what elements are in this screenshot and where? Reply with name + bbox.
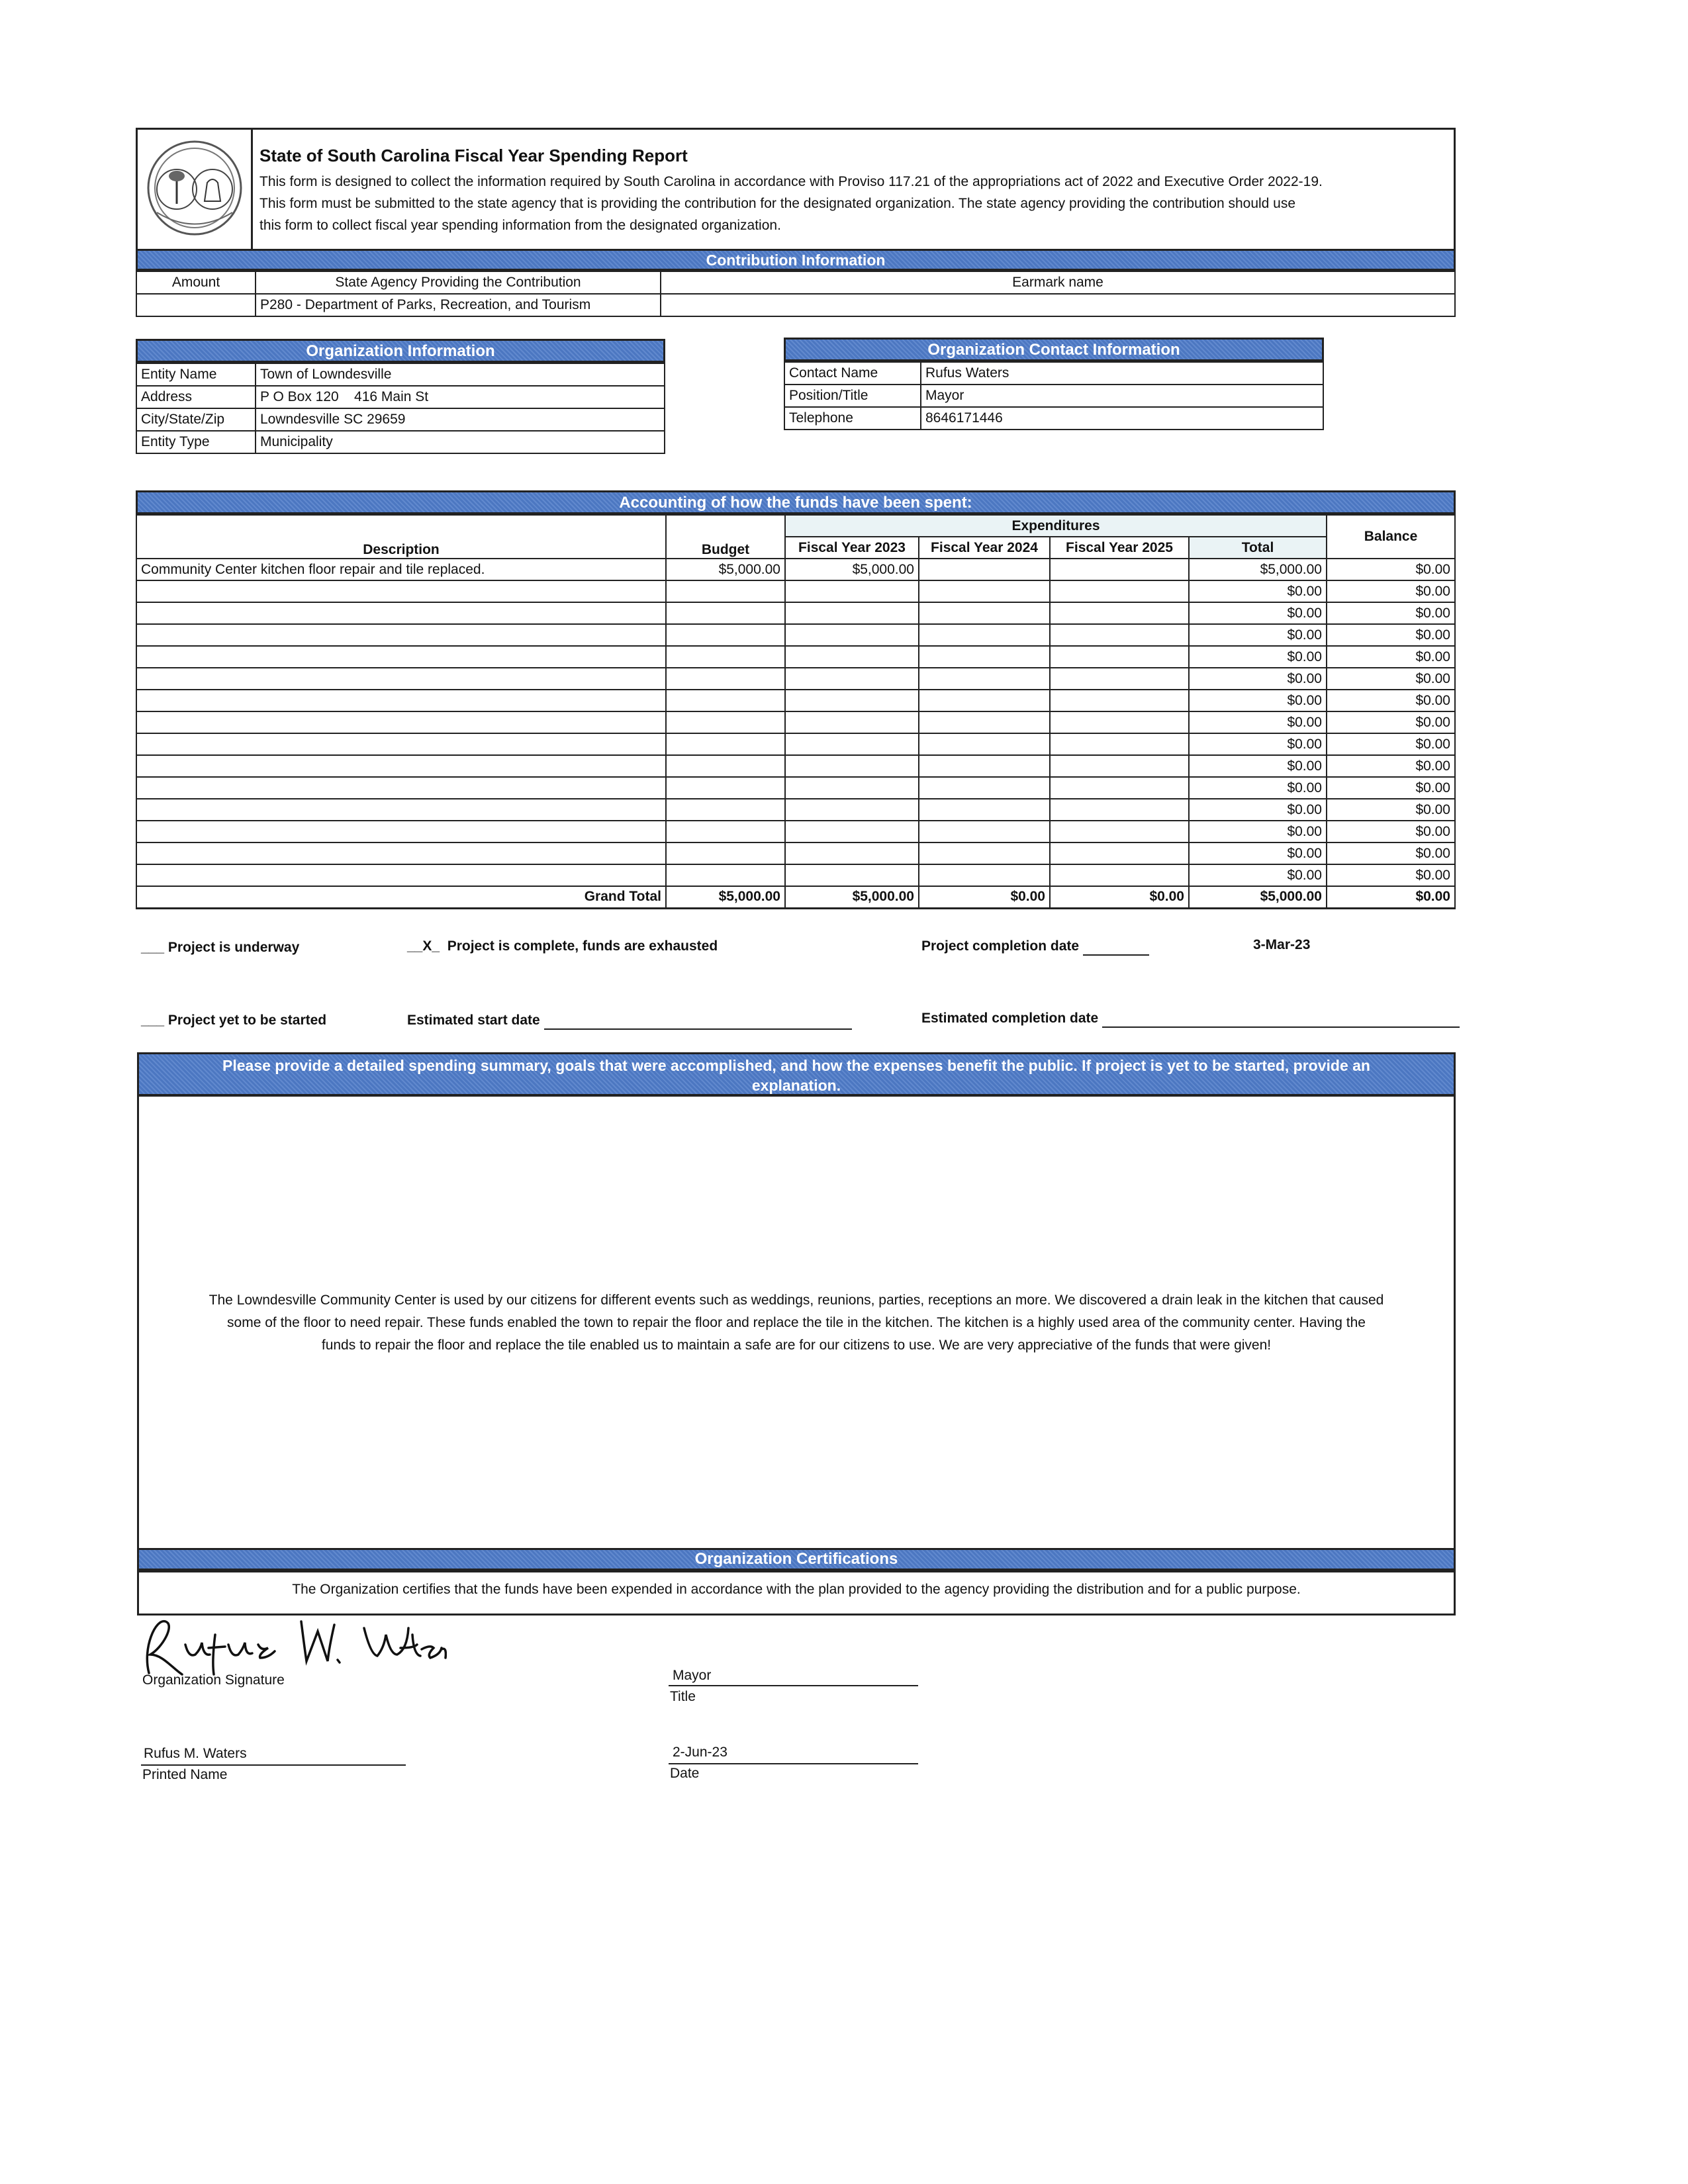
table-row [136, 733, 1455, 755]
completion-date-group [921, 938, 1149, 956]
status-underway[interactable] [141, 940, 299, 956]
grand-total-label: Grand Total [136, 886, 666, 908]
cell-description[interactable] [136, 799, 666, 821]
table-row [784, 362, 1323, 385]
entity-type-field[interactable]: Municipality [256, 431, 665, 453]
cell-fy2025[interactable] [1050, 690, 1189, 711]
cell-fy2025[interactable] [1050, 602, 1189, 624]
cell-fy2025[interactable] [1050, 668, 1189, 690]
cell-budget[interactable] [666, 624, 785, 646]
cell-budget[interactable] [666, 646, 785, 668]
grand-total-total: $5,000.00 [1189, 886, 1327, 908]
yet-mark[interactable]: ___ [141, 1013, 165, 1028]
table-row [136, 602, 1455, 624]
certification-section-bar: Organization Certifications [137, 1548, 1456, 1570]
cell-description[interactable] [136, 646, 666, 668]
total-header: Total [1189, 537, 1327, 559]
grand-total-fy2025: $0.00 [1050, 886, 1189, 908]
cell-fy2023[interactable] [785, 646, 919, 668]
cell-fy2025[interactable] [1050, 559, 1189, 580]
telephone-field[interactable]: 8646171446 [921, 407, 1323, 430]
cell-balance: $0.00 [1327, 777, 1455, 799]
cell-fy2025[interactable] [1050, 755, 1189, 777]
contact-name-field[interactable]: Rufus Waters [921, 362, 1323, 385]
cell-description[interactable] [136, 624, 666, 646]
cell-total: $0.00 [1189, 864, 1327, 886]
table-row [136, 711, 1455, 733]
date-label: Date [670, 1766, 700, 1781]
completion-date-value[interactable]: 3-Mar-23 [1253, 937, 1311, 952]
position-title-label: Position/Title [784, 385, 921, 407]
cell-description[interactable] [136, 733, 666, 755]
completion-date-label: Project completion date [921, 938, 1080, 954]
table-row [136, 755, 1455, 777]
grand-total-fy2024: $0.00 [919, 886, 1050, 908]
cell-fy2024[interactable] [919, 559, 1050, 580]
instructions-line-3: this form to collect fiscal year spending information from the designated organization. [259, 218, 781, 233]
amount-label: Amount [136, 271, 256, 294]
cell-total: $0.00 [1189, 777, 1327, 799]
cell-budget[interactable] [666, 733, 785, 755]
cell-fy2024[interactable] [919, 668, 1050, 690]
cell-budget[interactable] [666, 755, 785, 777]
budget-header: Budget [666, 515, 785, 559]
est-start-label: Estimated start date [407, 1013, 540, 1028]
seal-panel [137, 130, 253, 250]
cell-description[interactable] [136, 755, 666, 777]
organization-section-bar: Organization Information [136, 339, 665, 363]
cell-fy2023[interactable] [785, 602, 919, 624]
cell-budget[interactable] [666, 842, 785, 864]
cell-fy2024[interactable] [919, 755, 1050, 777]
contribution-table [136, 271, 1456, 317]
cell-fy2025[interactable] [1050, 777, 1189, 799]
grand-total-budget: $5,000.00 [666, 886, 785, 908]
cell-total: $0.00 [1189, 733, 1327, 755]
cell-total: $0.00 [1189, 690, 1327, 711]
contact-section-bar: Organization Contact Information [784, 338, 1324, 361]
accounting-section-bar: Accounting of how the funds have been spent: [136, 490, 1456, 514]
cell-total: $0.00 [1189, 580, 1327, 602]
cell-description[interactable] [136, 668, 666, 690]
table-row [136, 408, 665, 431]
cell-description[interactable] [136, 711, 666, 733]
cell-budget[interactable] [666, 711, 785, 733]
table-row [784, 385, 1323, 407]
table-row [136, 386, 665, 408]
cell-balance: $0.00 [1327, 842, 1455, 864]
cell-fy2024[interactable] [919, 864, 1050, 886]
cell-fy2023[interactable] [785, 733, 919, 755]
title-field[interactable] [669, 1668, 918, 1686]
address-field[interactable]: P O Box 120 416 Main St [256, 386, 665, 408]
cell-total: $0.00 [1189, 624, 1327, 646]
cell-budget[interactable] [666, 799, 785, 821]
cell-fy2025[interactable] [1050, 821, 1189, 842]
cell-description[interactable] [136, 777, 666, 799]
cell-fy2024[interactable] [919, 842, 1050, 864]
est-start-field[interactable] [544, 1013, 852, 1030]
cell-balance: $0.00 [1327, 646, 1455, 668]
cell-budget[interactable] [666, 690, 785, 711]
contact-table [784, 361, 1324, 430]
title-value: Mayor [673, 1668, 712, 1683]
grand-total-fy2023: $5,000.00 [785, 886, 919, 908]
grand-total-balance: $0.00 [1327, 886, 1455, 908]
entity-name-field[interactable]: Town of Lowndesville [256, 363, 665, 386]
printed-name-field[interactable] [141, 1746, 406, 1766]
summary-bar-line-1: Please provide a detailed spending summary, goals that were accomplished, and how the expenses benefit the public. If project is yet to be started, provide an [222, 1057, 1370, 1074]
date-value: 2-Jun-23 [673, 1745, 727, 1760]
cell-balance: $0.00 [1327, 624, 1455, 646]
cell-fy2024[interactable] [919, 646, 1050, 668]
cell-fy2023[interactable] [785, 624, 919, 646]
status-yet-to-start[interactable] [141, 1013, 326, 1028]
summary-line-3: funds to repair the floor and replace the tile enabled us to maintain a safe are for our citizens to use. We are very appreciative of the funds that were given! [321, 1338, 1272, 1353]
cell-fy2023[interactable] [785, 668, 919, 690]
cell-fy2025[interactable] [1050, 842, 1189, 864]
cell-fy2025[interactable] [1050, 711, 1189, 733]
earmark-field[interactable] [661, 294, 1455, 316]
table-row [136, 799, 1455, 821]
cell-balance: $0.00 [1327, 755, 1455, 777]
cell-total: $0.00 [1189, 602, 1327, 624]
table-row [136, 431, 665, 453]
table-row [784, 407, 1323, 430]
cell-balance: $0.00 [1327, 864, 1455, 886]
state-seal-icon [137, 130, 253, 250]
cell-fy2024[interactable] [919, 777, 1050, 799]
cell-fy2023[interactable] [785, 842, 919, 864]
table-row [136, 690, 1455, 711]
cell-balance: $0.00 [1327, 711, 1455, 733]
cell-balance: $0.00 [1327, 733, 1455, 755]
cell-fy2024[interactable] [919, 624, 1050, 646]
table-row [136, 580, 1455, 602]
table-row [136, 777, 1455, 799]
cell-balance: $0.00 [1327, 559, 1455, 580]
cell-description[interactable] [136, 821, 666, 842]
table-row [136, 646, 1455, 668]
cell-total: $0.00 [1189, 799, 1327, 821]
report-title: State of South Carolina Fiscal Year Spending Report [259, 146, 688, 165]
cell-total: $0.00 [1189, 646, 1327, 668]
cell-fy2023[interactable] [785, 711, 919, 733]
summary-line-2: some of the floor to need repair. These funds enabled the town to repair the floor and replace the tile in the kitchen. The kitchen is a highly used area of the community center. Having the [227, 1315, 1366, 1330]
date-field[interactable] [669, 1745, 918, 1764]
cell-description[interactable] [136, 690, 666, 711]
status-complete[interactable] [407, 938, 718, 954]
balance-header: Balance [1327, 515, 1455, 559]
underway-label: Project is underway [167, 940, 300, 955]
address-label: Address [136, 386, 256, 408]
complete-label: Project is complete, funds are exhausted [447, 938, 718, 954]
grand-total-row [136, 886, 1455, 908]
cell-budget[interactable] [666, 821, 785, 842]
contribution-section-bar: Contribution Information [136, 249, 1456, 271]
cell-fy2025[interactable] [1050, 733, 1189, 755]
cell-total: $0.00 [1189, 668, 1327, 690]
est-start-group [407, 1013, 852, 1030]
cell-balance: $0.00 [1327, 799, 1455, 821]
cell-fy2023[interactable] [785, 864, 919, 886]
cell-total: $0.00 [1189, 842, 1327, 864]
cell-fy2024[interactable] [919, 799, 1050, 821]
table-row [136, 363, 665, 386]
cell-budget[interactable]: $5,000.00 [666, 559, 785, 580]
complete-mark[interactable]: __X_ [407, 938, 440, 954]
report-instructions [259, 171, 1451, 236]
table-row [136, 864, 1455, 886]
fy2024-header: Fiscal Year 2024 [919, 537, 1050, 559]
certification-text: The Organization certifies that the funds have been expended in accordance with the plan provided to the agency providing the distribution and for a public purpose. [292, 1582, 1301, 1597]
cell-description[interactable] [136, 864, 666, 886]
cell-description[interactable] [136, 602, 666, 624]
cell-fy2023[interactable] [785, 821, 919, 842]
cell-fy2023[interactable] [785, 777, 919, 799]
signature-label: Organization Signature [142, 1672, 285, 1688]
title-label: Title [670, 1689, 696, 1704]
summary-text [140, 1289, 1452, 1357]
cell-fy2025[interactable] [1050, 580, 1189, 602]
cell-fy2024[interactable] [919, 580, 1050, 602]
instructions-line-2: This form must be submitted to the state agency that is providing the contribution for the designated organization. The state agency providing the contribution should use [259, 196, 1296, 211]
yet-label: Project yet to be started [167, 1013, 327, 1028]
cell-fy2023[interactable] [785, 690, 919, 711]
expenditures-header: Expenditures [785, 515, 1327, 537]
cell-fy2024[interactable] [919, 711, 1050, 733]
table-row [136, 624, 1455, 646]
cell-total: $5,000.00 [1189, 559, 1327, 580]
table-row [136, 559, 1455, 580]
cell-fy2025[interactable] [1050, 646, 1189, 668]
cell-fy2024[interactable] [919, 602, 1050, 624]
agency-field[interactable]: P280 - Department of Parks, Recreation, and Tourism [256, 294, 661, 316]
cell-fy2023[interactable] [785, 799, 919, 821]
cell-fy2024[interactable] [919, 733, 1050, 755]
entity-name-label: Entity Name [136, 363, 256, 386]
cell-fy2025[interactable] [1050, 624, 1189, 646]
cell-fy2023[interactable] [785, 755, 919, 777]
cell-total: $0.00 [1189, 821, 1327, 842]
cell-fy2025[interactable] [1050, 799, 1189, 821]
cell-fy2023[interactable]: $5,000.00 [785, 559, 919, 580]
est-completion-field[interactable] [1102, 1011, 1460, 1028]
agency-label: State Agency Providing the Contribution [256, 271, 661, 294]
fy2025-header: Fiscal Year 2025 [1050, 537, 1189, 559]
cell-balance: $0.00 [1327, 602, 1455, 624]
cell-description[interactable] [136, 580, 666, 602]
cell-balance: $0.00 [1327, 690, 1455, 711]
table-row [136, 842, 1455, 864]
printed-name-label: Printed Name [142, 1767, 228, 1782]
instructions-line-1: This form is designed to collect the information required by South Carolina in accordance with Proviso 117.21 of the appropriations act of 2022 and Executive Order 2022-19. [259, 174, 1323, 189]
earmark-label: Earmark name [661, 271, 1455, 294]
underway-mark[interactable]: ___ [141, 940, 165, 955]
accounting-table [136, 514, 1456, 909]
est-completion-group [921, 1011, 1460, 1028]
telephone-label: Telephone [784, 407, 921, 430]
organization-table [136, 363, 665, 454]
cell-balance: $0.00 [1327, 580, 1455, 602]
description-header: Description [136, 515, 666, 559]
cell-total: $0.00 [1189, 755, 1327, 777]
cell-budget[interactable] [666, 864, 785, 886]
table-row [136, 668, 1455, 690]
table-row [136, 821, 1455, 842]
printed-name-value: Rufus M. Waters [144, 1746, 247, 1761]
cell-fy2023[interactable] [785, 580, 919, 602]
summary-section-bar [137, 1052, 1456, 1096]
position-title-field[interactable]: Mayor [921, 385, 1323, 407]
cell-fy2024[interactable] [919, 821, 1050, 842]
city-state-zip-label: City/State/Zip [136, 408, 256, 431]
fy2023-header: Fiscal Year 2023 [785, 537, 919, 559]
cell-description[interactable]: Community Center kitchen floor repair and tile replaced. [136, 559, 666, 580]
amount-field[interactable] [136, 294, 256, 316]
entity-type-label: Entity Type [136, 431, 256, 453]
cell-fy2024[interactable] [919, 690, 1050, 711]
cell-fy2025[interactable] [1050, 864, 1189, 886]
completion-date-underline[interactable] [1083, 938, 1149, 956]
cell-budget[interactable] [666, 602, 785, 624]
cell-total: $0.00 [1189, 711, 1327, 733]
cell-budget[interactable] [666, 777, 785, 799]
cell-budget[interactable] [666, 668, 785, 690]
contact-name-label: Contact Name [784, 362, 921, 385]
cell-balance: $0.00 [1327, 821, 1455, 842]
summary-line-1: The Lowndesville Community Center is used by our citizens for different events such as weddings, reunions, parties, receptions an more. We discovered a drain leak in the kitchen that caused [209, 1293, 1384, 1308]
cell-description[interactable] [136, 842, 666, 864]
city-state-zip-field[interactable]: Lowndesville SC 29659 [256, 408, 665, 431]
summary-bar-line-2: explanation. [751, 1077, 841, 1094]
cell-budget[interactable] [666, 580, 785, 602]
est-completion-label: Estimated completion date [921, 1011, 1099, 1026]
cell-balance: $0.00 [1327, 668, 1455, 690]
